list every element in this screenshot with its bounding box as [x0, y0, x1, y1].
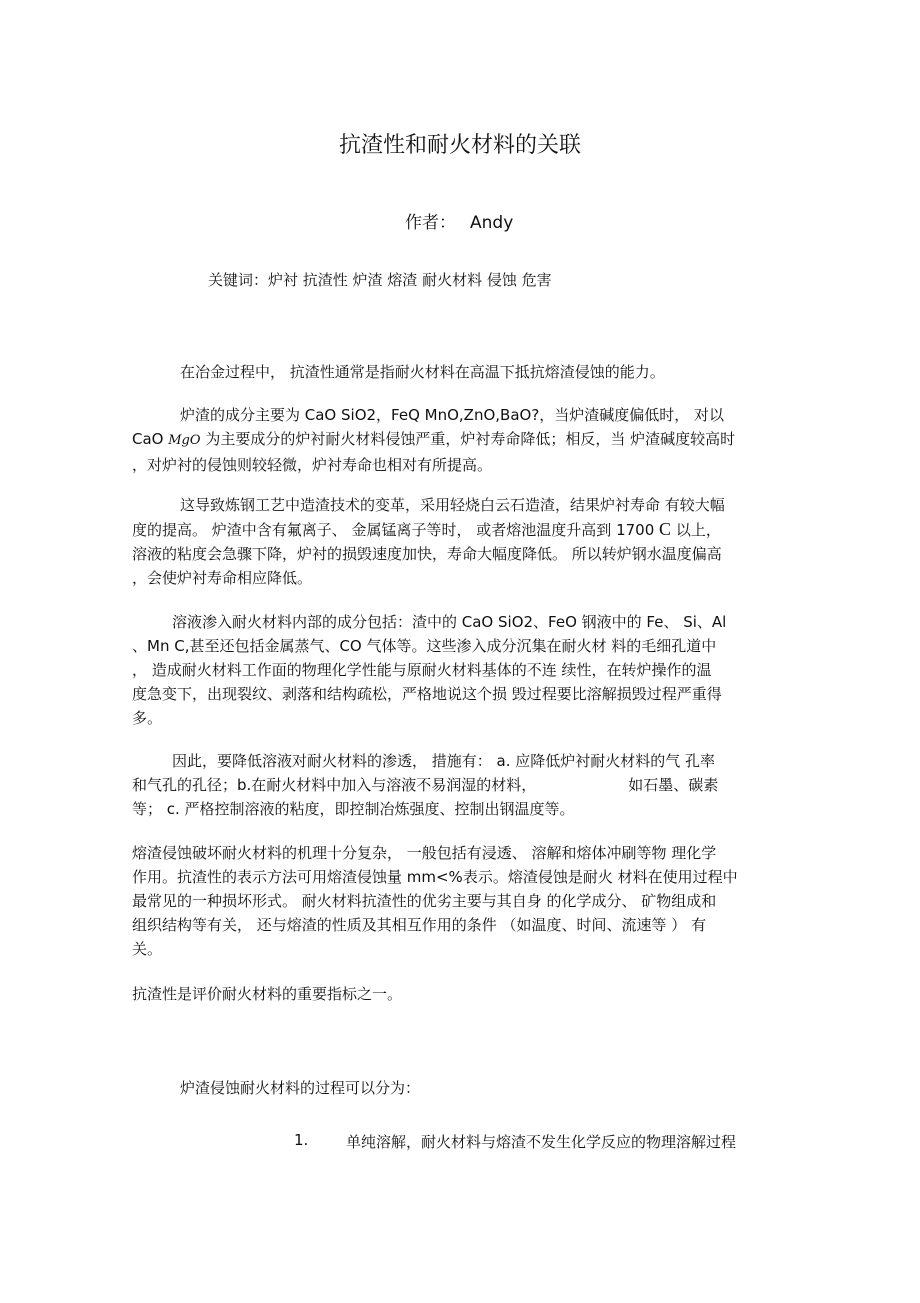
paragraph-7 — [132, 982, 782, 1006]
paragraph-line: 组织结构等有关， 还与熔渣的性质及其相互作用的条件 （如温度、时间、流速等 ） 有 — [132, 916, 707, 934]
text-run: 为主要成分的炉衬耐火材料侵蚀严重，炉衬寿命降低；相反，当 炉渣碱度较高时 — [200, 430, 736, 448]
list-item-number: 1. — [294, 1131, 309, 1149]
document-title: 抗渣性和耐火材料的关联 — [338, 133, 581, 158]
author-label: 作者： — [405, 213, 456, 233]
paragraph-3 — [132, 493, 782, 590]
paragraph-line: 因此，要降低溶液对耐火材料的渗透， 措施有： a. 应降低炉衬耐火材料的气 孔率 — [172, 752, 716, 770]
paragraph-line: 抗渣性是评价耐火材料的重要指标之一。 — [132, 985, 403, 1003]
text-run: 和气孔的孔径；b.在耐火材料中加入与溶液不易润湿的材料， — [132, 776, 537, 794]
paragraph-line: 关。 — [132, 940, 163, 958]
paragraph-2 — [132, 403, 782, 477]
keywords: 关键词：炉衬 抗渣性 炉渣 熔渣 耐火材料 侵蚀 危害 — [208, 271, 552, 289]
text-run: 度的提高。 炉渣中含有氟离子、 金属锰离子等时， 或者熔池温度升高到 1700 — [132, 521, 660, 539]
temperature-unit: C — [659, 519, 672, 539]
text-run: 以上， — [671, 521, 721, 539]
paragraph-6 — [132, 841, 782, 961]
author-line — [405, 208, 513, 233]
paragraph-line: 炉渣侵蚀耐火材料的过程可以分为： — [180, 1079, 421, 1097]
paragraph-line: 溶液渗入耐火材料内部的成分包括：渣中的 CaO SiO2、FeO 钢液中的 Fe、 Si、Al — [172, 613, 727, 631]
paragraph-line: 熔渣侵蚀破坏耐火材料的机理十分复杂， 一般包括有浸透、 溶解和熔体冲刷等物 理化学 — [132, 844, 717, 862]
paragraph-1 — [132, 360, 782, 384]
paragraph-line: 炉渣的成分主要为 CaO SiO2，FeQ MnO,ZnO,BaO?，当炉渣碱度偏低时， 对以 — [180, 406, 725, 424]
text-run: 如石墨、碳素 — [628, 776, 719, 794]
paragraph-line: 最常见的一种损坏形式。 耐火材料抗渣性的优劣主要与其自身 的化学成分、 矿物组成和 — [132, 892, 717, 910]
paragraph-8 — [132, 1076, 782, 1100]
paragraph-line: 度急变下，出现裂纹、剥落和结构疏松，严格地说这个损 毁过程要比溶解损毁过程严重得 — [132, 685, 722, 703]
paragraph-line — [132, 773, 782, 797]
paragraph-line: ， 造成耐火材料工作面的物理化学性能与原耐火材料基体的不连 续性，在转炉操作的温 — [132, 661, 712, 679]
mgo-formula: MgO — [168, 433, 201, 448]
text-run: CaO — [132, 430, 169, 448]
list-item-text: 单纯溶解，耐火材料与熔渣不发生化学反应的物理溶解过程 — [346, 1133, 737, 1151]
paragraph-line: 等； c. 严格控制溶液的粘度，即控制冶炼强度、控制出钢温度等。 — [132, 800, 575, 818]
paragraph-5 — [132, 749, 782, 821]
paragraph-line: ，对炉衬的侵蚀则较轻微，炉衬寿命也相对有所提高。 — [132, 456, 493, 474]
paragraph-line: 多。 — [132, 709, 163, 727]
paragraph-line — [132, 427, 782, 453]
paragraph-line: 这导致炼钢工艺中造渣技术的变革，采用轻烧白云石造渣，结果炉衬寿命 有较大幅 — [180, 496, 725, 514]
author-name: Andy — [470, 213, 514, 233]
paragraph-line: 在冶金过程中， 抗渣性通常是指耐火材料在高温下抵抗熔渣侵蚀的能力。 — [180, 363, 665, 381]
paragraph-line: 作用。抗渣性的表示方法可用熔渣侵蚀量 mm<%表示。熔渣侵蚀是耐火 材料在使用过程中 — [132, 868, 738, 886]
paragraph-line: ，会使炉衬寿命相应降低。 — [132, 569, 313, 587]
paragraph-line — [132, 517, 782, 542]
paragraph-line: 、Mn C,甚至还包括金属蒸气、CO 气体等。这些渗入成分沉集在耐火材 料的毛细孔道中 — [132, 637, 717, 655]
paragraph-line: 溶液的粘度会急骤下降，炉衬的损毁速度加快，寿命大幅度降低。 所以转炉钢水温度偏高 — [132, 545, 722, 563]
paragraph-4 — [132, 610, 782, 730]
